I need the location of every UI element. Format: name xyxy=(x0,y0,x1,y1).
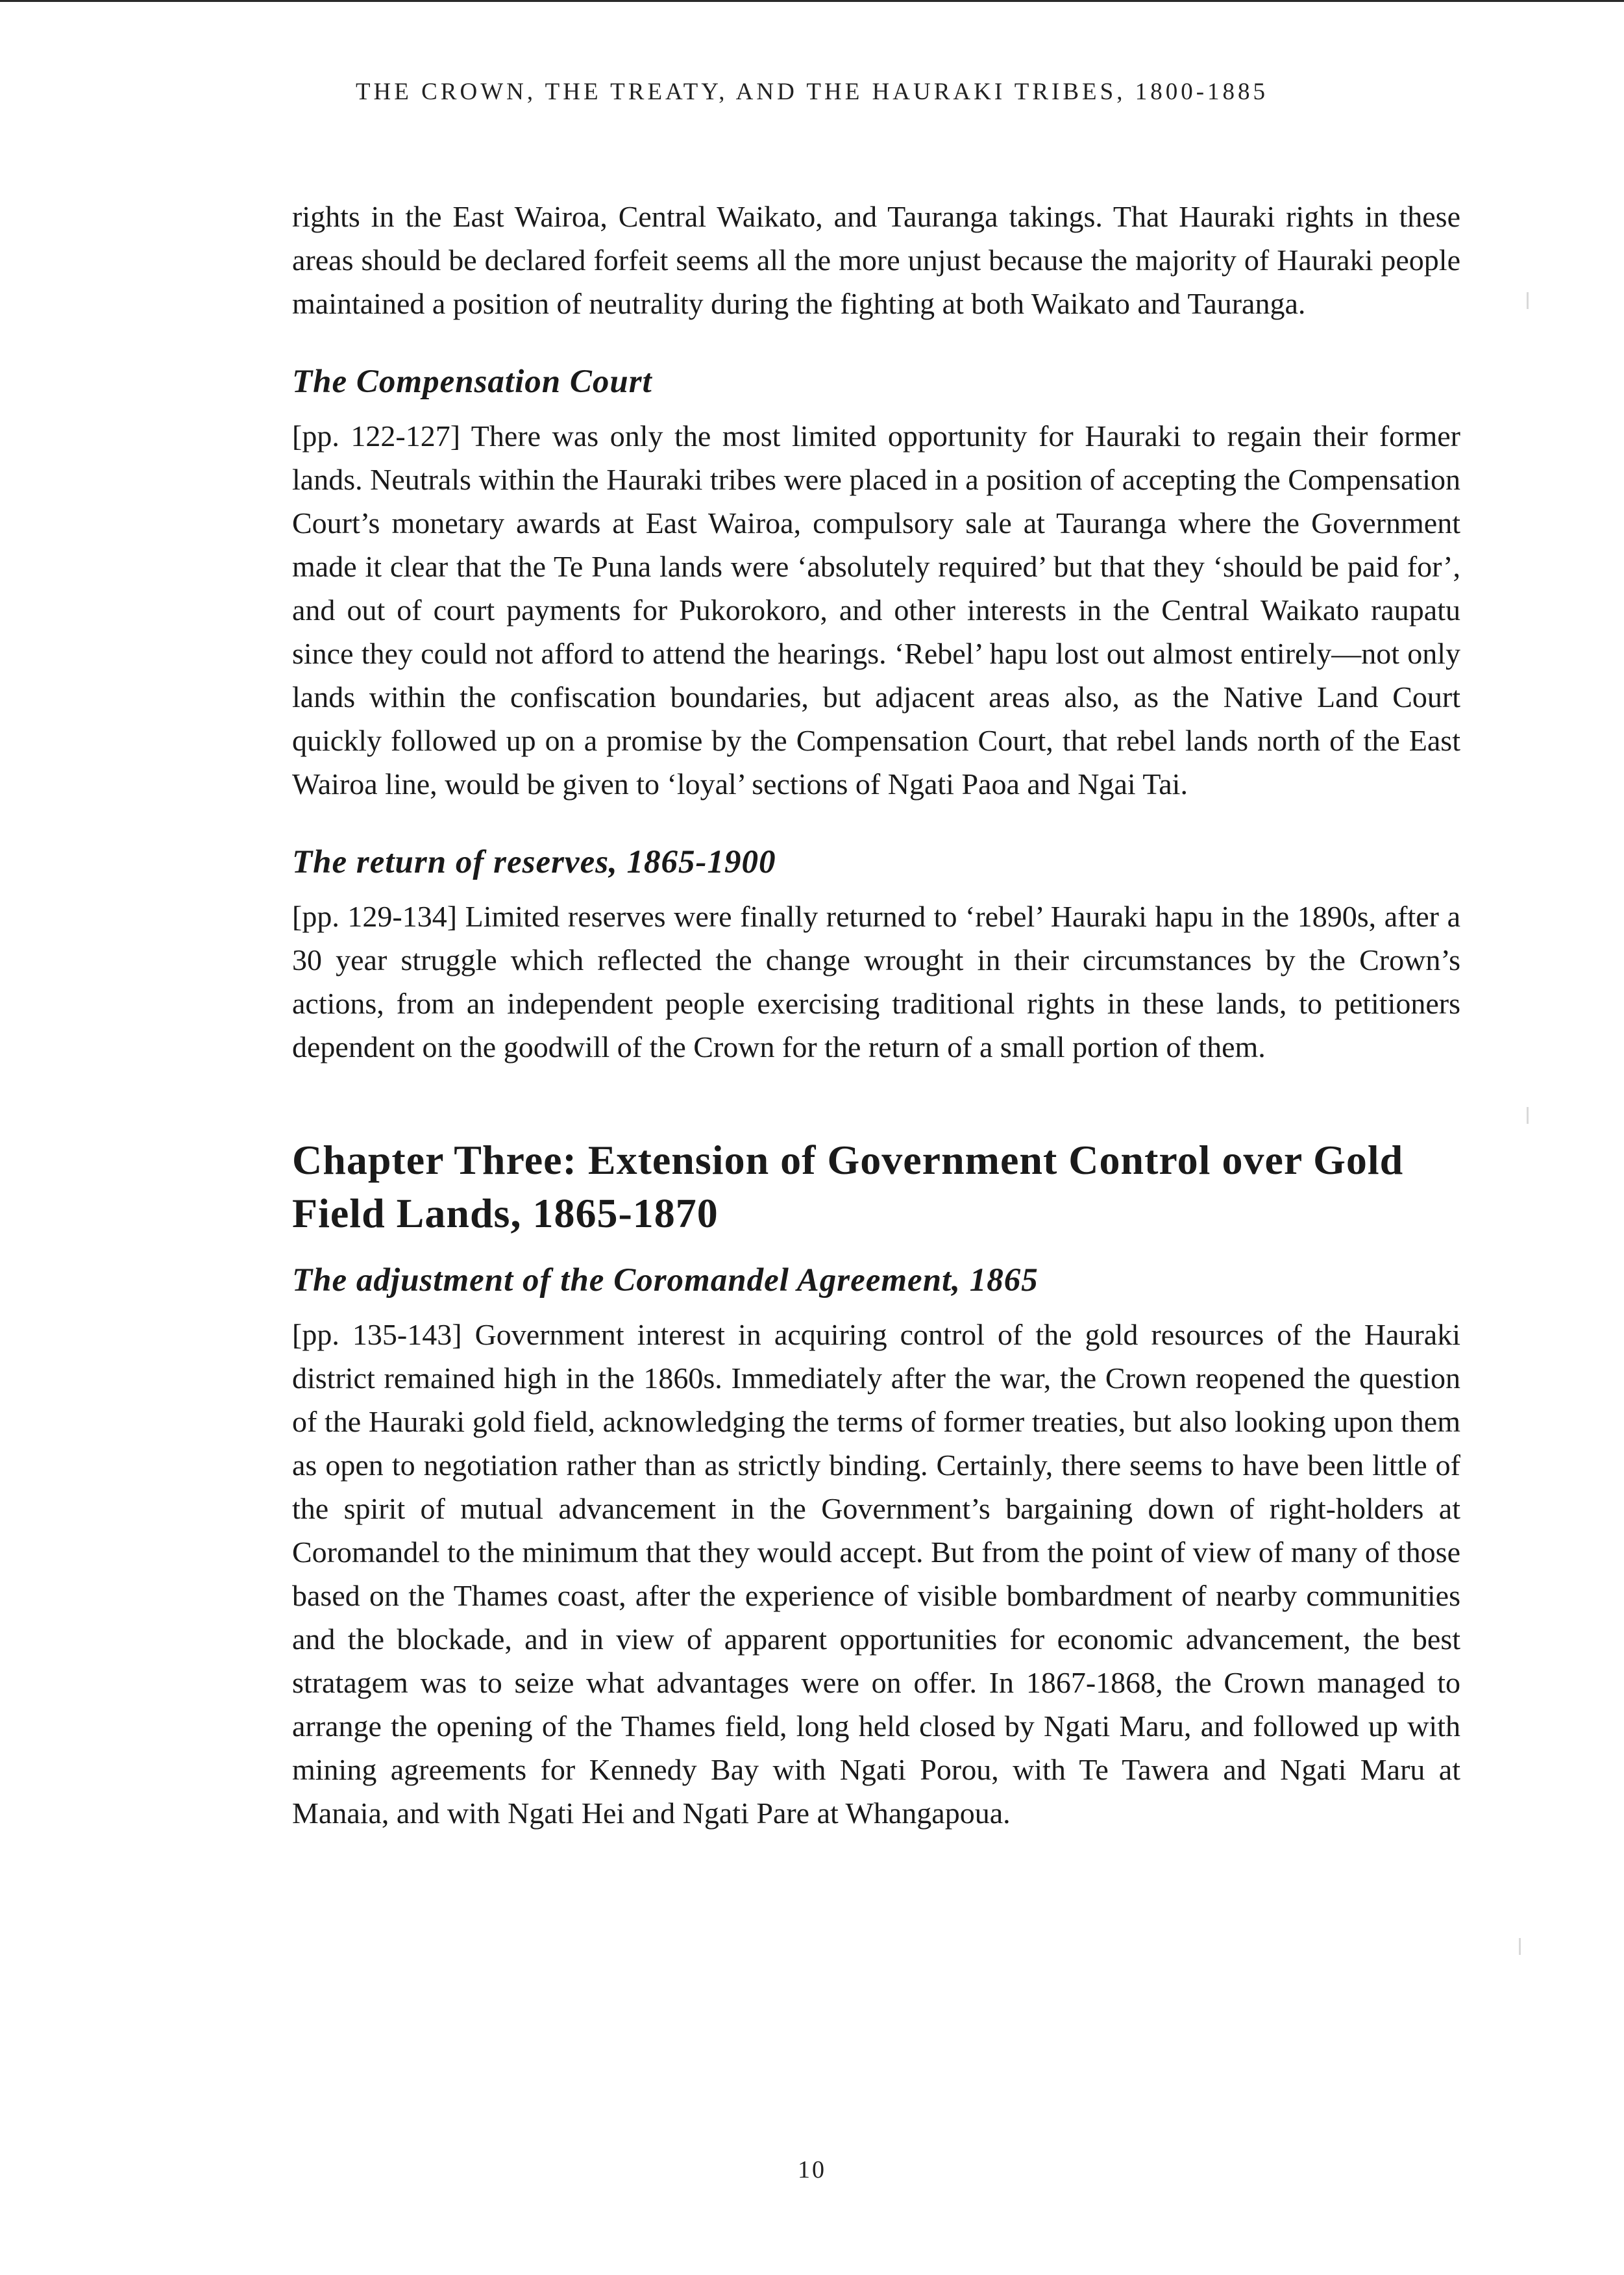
section-heading-compensation-court: The Compensation Court xyxy=(292,364,652,400)
section-body-compensation-court: [pp. 122-127] There was only the most limited opportunity for Hauraki to regain their former lands. Neutrals within the Hauraki tribes were placed in a position of accepting the Compensation Court’s monetary awards at East Wairoa, compulsory sale at Tauranga where the Government made it clear that the Te Puna lands were ‘absolutely required’ but that they ‘should be paid for’, and out of court payments for Pukorokoro, and other interests in the Central Waikato raupatu since they could not afford to attend the hearings. ‘Rebel’ hapu lost out almost entirely—not only lands within the confiscation boundaries, but adjacent areas also, as the Native Land Court quickly followed up on a promise by the Compensation Court, that rebel lands north of the East Wairoa line, would be given to ‘loyal’ sections of Ngati Paoa and Ngai Tai. xyxy=(292,419,1460,801)
section-heading-return-of-reserves: The return of reserves, 1865-1900 xyxy=(292,844,776,880)
scan-speck xyxy=(1519,1938,1521,1955)
chapter-title: Chapter Three: Extension of Government Control over Gold Field Lands, 1865-1870 xyxy=(292,1137,1404,1236)
section-body-coromandel-agreement: [pp. 135-143] Government interest in acquiring control of the gold resources of the Hauraki district remained high in the 1860s. Immediately after the war, the Crown reopened the question of the Hauraki gold field, acknowledging the terms of former treaties, but also looking upon them as open to negotiation rather than as strictly binding. Certainly, there seems to have been little of the spirit of mutual advancement in the Government’s bargaining down of right-holders at Coromandel to the minimum that they would accept. But from the point of view of many of those based on the Thames coast, after the experience of visible bombardment of nearby communities and the blockade, and in view of apparent opportunities for economic advancement, the best stratagem was to seize what advantages were on offer. In 1867-1868, the Crown managed to arrange the opening of the Thames field, long held closed by Ngati Maru, and followed up with mining agreements for Kennedy Bay with Ngati Porou, with Te Tawera and Ngati Maru at Manaia, and with Ngati Hei and Ngati Pare at Whangapoua. xyxy=(292,1318,1460,1830)
top-border-rule xyxy=(0,0,1624,2)
section-heading-coromandel-agreement: The adjustment of the Coromandel Agreement, 1865 xyxy=(292,1262,1039,1299)
section-body-return-of-reserves: [pp. 129-134] Limited reserves were finally returned to ‘rebel’ Hauraki hapu in the 1890s, after a 30 year struggle which reflected the change wrought in their circumstances by the Crown’s actions, from an independent people exercising traditional rights in these lands, to petitioners dependent on the goodwill of the Crown for the return of a small portion of them. xyxy=(292,900,1460,1063)
scan-speck xyxy=(1527,292,1529,309)
intro-paragraph: rights in the East Wairoa, Central Waikato, and Tauranga takings. That Hauraki rights in these areas should be declared forfeit seems all the more unjust because the majority of Hauraki people maintained a position of neutrality during the fighting at both Waikato and Tauranga. xyxy=(292,200,1460,320)
page-body xyxy=(292,195,1460,1835)
running-head: THE CROWN, THE TREATY, AND THE HAURAKI TRIBES, 1800-1885 xyxy=(355,79,1269,105)
scan-speck xyxy=(1527,1107,1529,1124)
page-number: 10 xyxy=(798,2156,826,2183)
